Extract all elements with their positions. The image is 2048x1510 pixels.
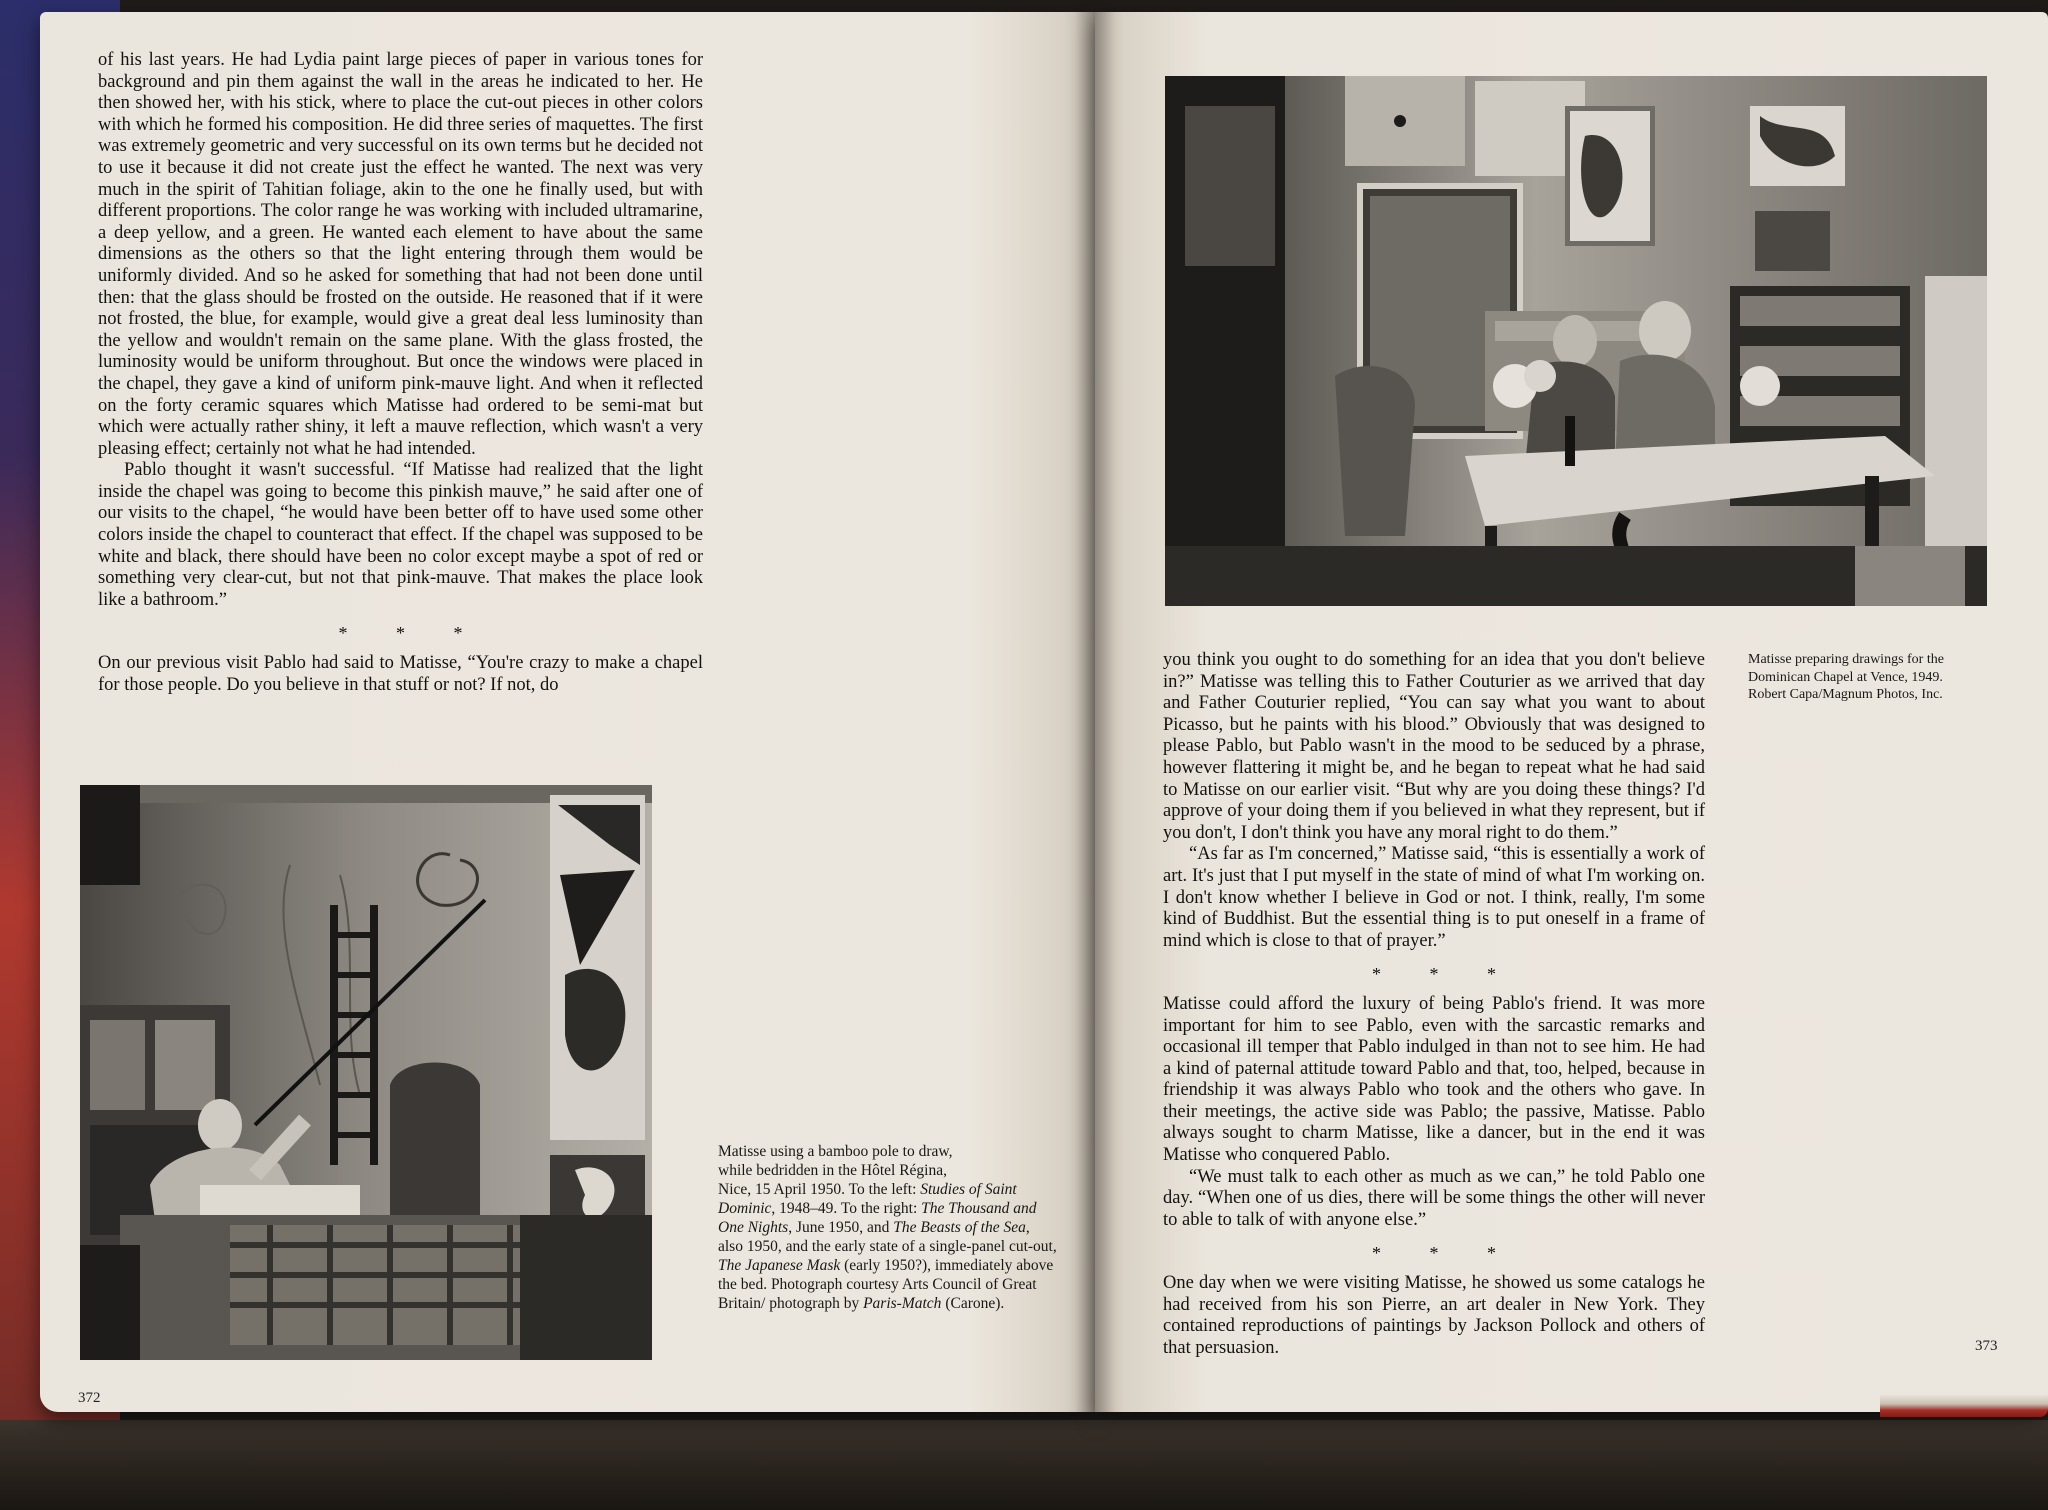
photo-illustration	[1165, 76, 1987, 606]
paragraph: One day when we were visiting Matisse, he showed us some catalogs he had received from his son Pierre, an art dealer in New York. They contained reproductions of paintings by Jackson Pollock and others of that persuasion.	[1163, 1273, 1705, 1358]
caption-title: Studies of Saint Dominic	[718, 1181, 1017, 1217]
book-gutter	[1075, 12, 1115, 1412]
photo-matisse-studio	[1165, 76, 1987, 606]
photo-caption-right	[1748, 651, 1978, 704]
left-text-column	[98, 50, 703, 696]
caption-text: while bedridden in the Hôtel Régina,	[718, 1162, 947, 1179]
caption-text: (early 1950?), immediately above the bed. Photograph courtesy Arts Council of Great Britain/ photograph by	[718, 1257, 1054, 1312]
caption-title: The Thousand and One Nights	[718, 1200, 1037, 1236]
section-separator: * * *	[338, 623, 485, 644]
photo-caption-left	[718, 1142, 1058, 1313]
paragraph: “As far as I'm concerned,” Matisse said, “this is essentially a work of art. It's just that I put myself in the state of mind of what I'm working on. I don't know whether I believe in God or not. I think, really, I'm some kind of Buddhist. But the essential thing is to put oneself in a frame of mind which is close to that of prayer.”	[1163, 844, 1705, 951]
caption-text: Nice, 15 April 1950. To the left:	[718, 1181, 917, 1198]
right-page	[1095, 12, 2048, 1412]
paragraph: you think you ought to do something for an idea that you don't believe in?” Matisse was telling this to Father Couturier as we arrived that day and Father Couturier replied, “You can say what you want to about Picasso, but he paints with his blood.” Obviously that was designed to please Pablo, but Pablo wasn't in the mood to be seduced by a phrase, however flattering it might be, and he began to repeat what he had said to Matisse on our earlier visit. “But why are you doing these things? I'd approve of your doing them if you believed in what they represent, but if you don't, I don't think you have any moral right to do them.”	[1163, 650, 1705, 843]
left-page	[40, 12, 1095, 1412]
caption-text: Dominican Chapel at Vence, 1949.	[1748, 669, 1943, 685]
paragraph: Pablo thought it wasn't successful. “If Matisse had realized that the light inside the chapel was going to become this pinkish mauve,” he said after one of our visits to the chapel, “he would have been better off to have used some other colors inside the chapel to counteract that effect. If the chapel was supposed to be white and black, there should have been no color except maybe a spot of red or something very clear-cut, but not that pink-mauve. That makes the place look like a bathroom.”	[98, 460, 703, 610]
right-text-column	[1163, 650, 1705, 1359]
caption-title: The Japanese Mask	[718, 1257, 841, 1274]
caption-text: , June 1950, and	[788, 1219, 890, 1236]
caption-text: (Carone).	[941, 1295, 1005, 1312]
section-separator: * * *	[1372, 964, 1518, 985]
section-separator: * * *	[1372, 1243, 1518, 1264]
caption-text: Matisse using a bamboo pole to draw,	[718, 1143, 953, 1160]
caption-text: , also 1950, and the early state of a single-panel cut-out,	[718, 1219, 1057, 1255]
page-number-right: 373	[1975, 1338, 1998, 1354]
paragraph: On our previous visit Pablo had said to Matisse, “You're crazy to make a chapel for those people. Do you believe in that stuff or not? If not, do	[98, 653, 703, 695]
page-number-left: 372	[78, 1390, 101, 1406]
photo-illustration	[80, 785, 652, 1360]
paragraph: of his last years. He had Lydia paint large pieces of paper in various tones for background and pin them against the wall in the areas he indicated to her. He then showed her, with his stick, where to place the cut-out pieces in other colors with which he formed his composition. He did three series of maquettes. The first was extremely geometric and very successful on its own terms but he decided not to use it because it did not create just the effect he wanted. The next was very much in the spirit of Tahitian foliage, akin to the one he finally used, but with different proportions. The color range he was working with included ultramarine, a deep yellow, and a green. He wanted each element to have about the same dimensions as the others so that the light entering through them would be uniformly divided. And so he asked for something that had not been done until then: that the glass should be frosted on the outside. He reasoned that if it were not frosted, the blue, for example, would give a great deal less luminosity than the yellow and wouldn't remain on the same plane. With the glass frosted, the luminosity would be uniform throughout. But once the windows were placed in the chapel, they gave a kind of uniform pink-mauve light. And when it reflected on the forty ceramic squares which Matisse had ordered to be semi-mat but which were actually rather shiny, it left a mauve reflection, which wasn't a very pleasing effect; certainly not what he had intended.	[98, 50, 703, 459]
caption-text: Robert Capa/Magnum Photos, Inc.	[1748, 687, 1943, 702]
caption-title: The Beasts of the Sea	[893, 1219, 1026, 1236]
paragraph: “We must talk to each other as much as we can,” he told Pablo one day. “When one of us dies, there will be some things the other will never to able to talk of with anyone else.”	[1163, 1166, 1705, 1230]
caption-title: Paris-Match	[863, 1295, 942, 1312]
photo-matisse-bed	[80, 785, 652, 1360]
paragraph: Matisse could afford the luxury of being Pablo's friend. It was more important for him to see Pablo, even with the sarcastic remarks and occasional ill temper that Pablo indulged in than not to see him. He had a kind of paternal attitude toward Pablo and that, too, helped, because in friendship it was always Pablo who took and the others who gave. In their meetings, the active side was Pablo; the passive, Matisse. Pablo always sought to charm Matisse, like a dancer, but in the end it was Matisse who conquered Pablo.	[1163, 993, 1705, 1166]
caption-text: , 1948–49. To the right:	[771, 1200, 918, 1217]
book-page-edge	[1880, 1395, 2048, 1417]
caption-text: Matisse preparing drawings for the	[1748, 652, 1944, 667]
table-surface	[0, 1420, 2048, 1510]
